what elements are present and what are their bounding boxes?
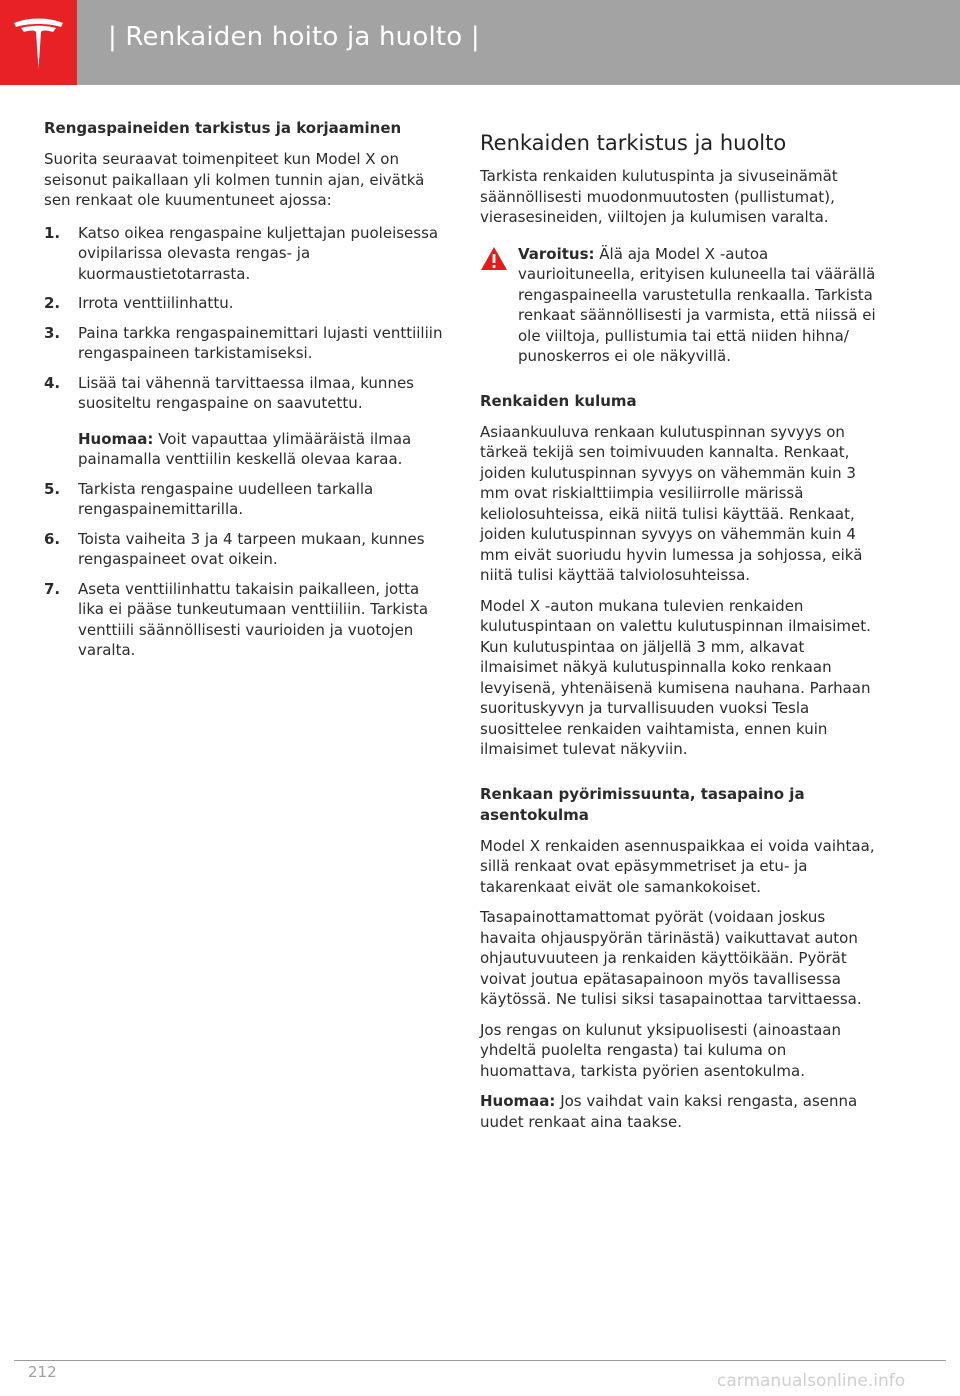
warning-triangle-icon (480, 246, 508, 271)
footer-divider (14, 1360, 946, 1361)
warning-callout (480, 244, 880, 367)
step-text: Toista vaiheita 3 ja 4 tarpeen mukaan, kunnes rengaspaineet ovat oikein. (78, 529, 425, 568)
step-text: Katso oikea rengaspaine kuljettajan puoleisessa ovipilarissa olevasta rengas- ja kuormaustietotarrasta. (78, 223, 439, 283)
step-number: 5. (44, 479, 61, 498)
note-label: Huomaa: (480, 1092, 556, 1110)
wear-heading: Renkaiden kuluma (480, 391, 637, 410)
step-list-continued (44, 479, 444, 661)
step-number: 6. (44, 529, 61, 548)
step-text: Aseta venttiilinhattu takaisin paikalleen, jotta lika ei pääse tunkeutumaan venttiiliin. Tarkista venttiili säännöllisesti vaurioiden ja vuotojen varalta. (78, 579, 429, 659)
watermark: carmanualsonline.info (717, 1371, 906, 1391)
inspection-title: Renkaiden tarkistus ja huolto (480, 131, 787, 155)
rotation-paragraph-3: Jos rengas on kulunut yksipuolisesti (ainoastaan yhdeltä puolelta rengasta) tai kuluma on huomattava, tarkista pyörien asentokulma. (480, 1020, 842, 1080)
rotation-paragraph-2: Tasapainottamattomat pyörät (voidaan joskus havaita ohjauspyörän tärinästä) vaikuttavat auton ohjautuvuuteen ja renkaiden käyttöikään. Pyörät voivat joutua epätasapainoon myös tavallisessa käytössä. Ne tulisi siksi tasapainottaa tarvittaessa. (480, 908, 862, 1008)
brand-logo-box (0, 0, 77, 85)
right-column (480, 130, 880, 1132)
list-item (44, 293, 444, 314)
left-column (44, 118, 444, 670)
tire-pressure-intro: Suorita seuraavat toimenpiteet kun Model X on seisonut paikallaan yli kolmen tunnin ajan, eivätkä sen renkaat ole kuumentuneet ajossa: (44, 150, 425, 209)
rotation-paragraph-1: Model X renkaiden asennuspaikkaa ei voida vaihtaa, sillä renkaat ovat epäsymmetriset ja etu- ja takarenkaat eivät ole samankokoiset. (480, 836, 875, 896)
list-item (44, 373, 444, 414)
list-item (44, 579, 444, 661)
note-text: Voit vapauttaa ylimääräistä ilmaa painamalla venttiilin keskellä olevaa karaa. (78, 429, 412, 468)
step-number: 1. (44, 223, 61, 242)
note-text: Jos vaihdat vain kaksi rengasta, asenna uudet renkaat aina taakse. (480, 1092, 858, 1131)
section-title: | Renkaiden hoito ja huolto | (108, 22, 480, 52)
tire-pressure-heading: Rengaspaineiden tarkistus ja korjaaminen (44, 119, 402, 137)
warning-text (518, 244, 880, 367)
inspection-intro: Tarkista renkaiden kulutuspinta ja sivuseinämät säännöllisesti muodonmuutosten (pullistumat), vierasesineiden, viiltojen ja kulumisen varalta. (480, 167, 838, 226)
step-list (44, 223, 444, 414)
step-number: 4. (44, 373, 61, 392)
rotation-note (480, 1091, 880, 1132)
page-header (0, 0, 960, 85)
warning-body: Älä aja Model X -autoa vaurioituneella, erityisen kuluneella tai väärällä rengaspaineella varustetulla renkaalla. Tarkista renkaat säännöllisesti ja varmista, että niissä ei ole viiltoja, pullistumia tai että niiden hihna/ punoskerros ei ole näkyvillä. (518, 244, 876, 365)
warning-label: Varoitus: (518, 244, 595, 263)
step-text: Irrota venttiilinhattu. (78, 294, 234, 312)
list-item (44, 223, 444, 285)
step-number: 7. (44, 579, 61, 598)
pressure-note (44, 429, 444, 470)
step-number: 3. (44, 323, 61, 342)
step-number: 2. (44, 294, 61, 312)
rotation-heading: Renkaan pyörimissuunta, tasapaino ja asentokulma (480, 784, 805, 824)
list-item (44, 479, 444, 520)
wear-paragraph-1: Asiaankuuluva renkaan kulutuspinnan syvyys on tärkeä tekijä sen toimivuuden kannalta. Renkaat, joiden kulutuspinnan syvyys on vähemmän kuin 3 mm ovat riskialttiimpia vesiliirrolle märissä keliolosuhteissa, eikä niitä tulisi käyttää. Renkaat, joiden kulutuspinnan syvyys on vähemmän kuin 4 mm eivät suoriudu hyvin lumessa ja sohjossa, eikä niitä tulisi käyttää talviolosuhteissa. (480, 422, 863, 584)
list-item (44, 529, 444, 570)
step-text: Lisää tai vähennä tarvittaessa ilmaa, kunnes suositeltu rengaspaine on saavutettu. (78, 373, 414, 412)
wear-paragraph-2: Model X -auton mukana tulevien renkaiden kulutuspintaan on valettu kulutuspinnan ilmaisimet. Kun kulutuspintaa on jäljellä 3 mm, alkavat ilmaisimet näkyä kulutuspinnalla koko renkaan levyisenä, yhtenäisenä kumisena nauhana. Parhaan suorituskyvyn ja turvallisuuden vuoksi Tesla suosittelee renkaiden vaihtamista, ennen kuin ilmaisimet tulevat näkyviin. (480, 596, 871, 758)
page-number: 212 (28, 1363, 57, 1381)
step-text: Paina tarkka rengaspainemittari lujasti venttiiliin rengaspaineen tarkistamiseksi. (78, 323, 443, 362)
tesla-logo-icon (11, 15, 66, 71)
note-label: Huomaa: (78, 429, 154, 448)
list-item (44, 323, 444, 364)
step-text: Tarkista rengaspaine uudelleen tarkalla rengaspainemittarilla. (78, 479, 374, 518)
